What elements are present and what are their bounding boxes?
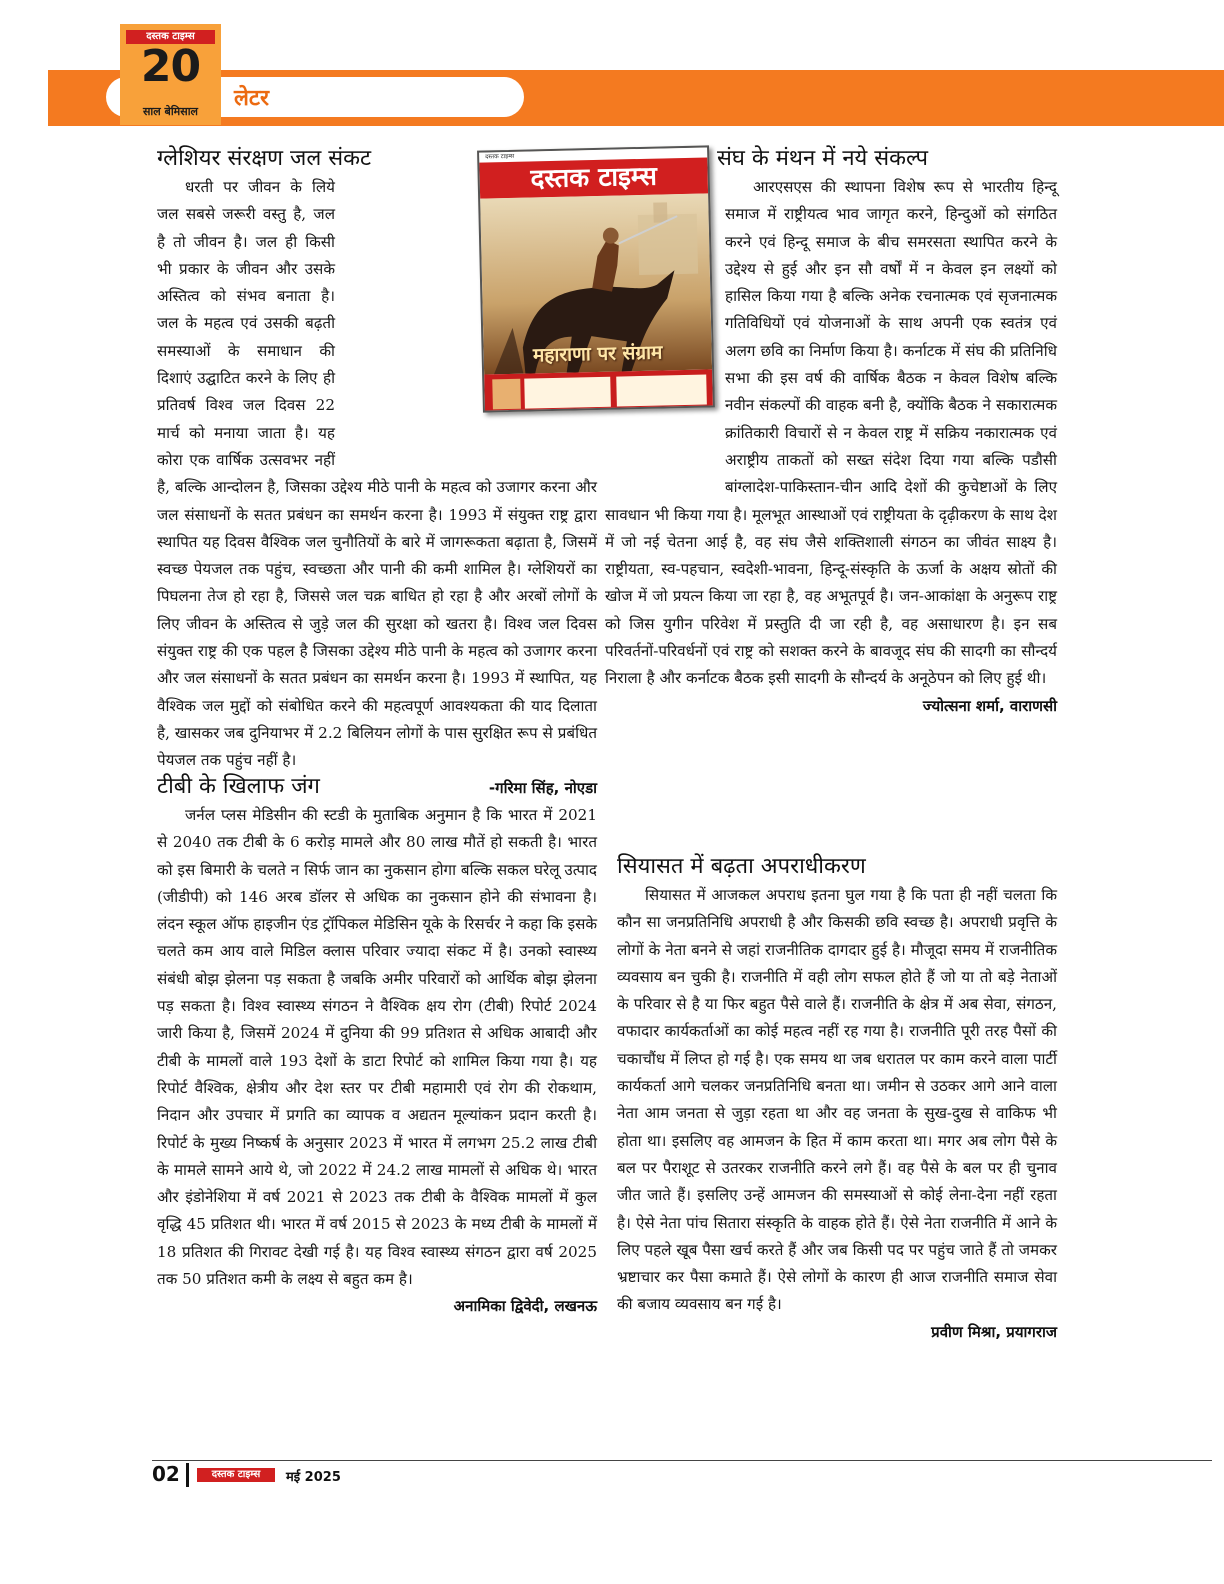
footer-separator xyxy=(186,1463,189,1487)
badge-brand-logo: दस्तक टाइम्स xyxy=(126,30,215,44)
article-author: ज्योत्सना शर्मा, वाराणसी xyxy=(922,696,1057,715)
article-author: प्रवीण मिश्रा, प्रयागराज xyxy=(931,1322,1057,1341)
footer-brand-logo: दस्तक टाइम्स xyxy=(197,1468,275,1482)
cover-spacer xyxy=(347,174,597,466)
footer-divider xyxy=(152,1460,1212,1461)
cover-headline: महाराणा पर संग्राम xyxy=(532,341,663,367)
letter-article xyxy=(157,772,597,1319)
cover-top-strip: दस्तक टाइम्स xyxy=(479,147,707,162)
cover-masthead: दस्तक टाइम्स xyxy=(479,157,708,198)
article-headline: टीबी के खिलाफ जंग xyxy=(157,774,320,799)
article-headline: सियासत में बढ़ता अपराधीकरण xyxy=(617,854,866,879)
badge-tagline: साल बेमिसाल xyxy=(142,105,199,118)
letter-article xyxy=(605,144,1057,719)
anniversary-badge xyxy=(120,24,221,125)
section-label: लेटर xyxy=(234,86,270,111)
page-number: 02 xyxy=(152,1462,180,1486)
article-headline: संघ के मंथन में नये संकल्प xyxy=(717,146,928,171)
article-body: आरएसएस की स्थापना विशेष रूप से भारतीय हिन्दू समाज में राष्ट्रीयत्व भाव जागृत करने, हिन्दुओं को संगठित करने एवं हिन्दू समाज के बीच समरसता स्थापित करने के उद्देश्य से हुई और इन सौ वर्षों में न केवल इन लक्ष्यों को हासिल किया गया है बल्कि अनेक रचनात्मक एवं सृजनात्मक गतिविधियों एवं योजनाओं के साथ अपनी एक स्वतंत्र एवं अलग छवि का निर्माण किया है। कर्नाटक में संघ की प्रतिनिधि सभा की इस वर्ष की वार्षिक बैठक न केवल विशेष बल्कि नवीन संकल्पों की वाहक बनी है, क्योंकि बैठक ने सकारात्मक क्रांतिकारी विचारों से न केवल राष्ट्र में सक्रिय नकारात्मक एवं अराष्ट्रीय ताकतों को सख्त संदेश दिया गया बल्कि पडौसी बांग्लादेश-पाकिस्तान-चीन आदि देशों की कुचेष्टाओं के लिए सावधान भी किया गया है। मूलभूत आस्थाओं एवं राष्ट्रीयता के दृढ़ीकरण के साथ देश में जो नई चेतना आई है, वह संघ जैसे शक्तिशाली संगठन का जीवंत साक्ष्य है। राष्ट्रीयता, स्व-पहचान, स्वदेशी-भावना, हिन्दू-संस्कृति के ऊर्जा के अक्षय स्रोतों की खोज में जो प्रयत्न किया जा रहा है, वह अभूतपूर्व है। जन-आकांक्षा के अनुरूप राष्ट्र को जिस युगीन परिवेश में प्रस्तुति दी जा रही है, वह असाधारण है। इन सब परिवर्तनों-परिवर्धनों एवं राष्ट्र को सशक्त करने के बावजूद संघ की सादगी का सौन्दर्य निराला है और कर्नाटक बैठक इसी सादगी के सौन्दर्य के अनूठेपन को लिए हुई थी। xyxy=(605,178,1057,688)
article-author: अनामिका द्विवेदी, लखनऊ xyxy=(453,1297,597,1316)
badge-number: 20 xyxy=(140,41,201,92)
article-body: सियासत में आजकल अपराध इतना घुल गया है कि पता ही नहीं चलता कि कौन सा जनप्रतिनिधि अपराधी है और किसकी छवि स्वच्छ है। अपराधी प्रवृत्ति के लोगों के नेता बनने से जहां राजनीतिक दागदार हुई है। मौजूदा समय में राजनीतिक व्यवसाय बन चुकी है। राजनीति में वही लोग सफल होते हैं जो या तो बड़े नेताओं के परिवार से है या फिर बहुत पैसे वाले हैं। राजनीति के क्षेत्र में अब सेवा, संगठन, वफादार कार्यकर्ताओं का कोई महत्व नहीं रह गया है। राजनीति पूरी तरह पैसों की चकाचौंध में लिप्त हो गई है। एक समय था जब धरातल पर काम करने वाला पार्टी कार्यकर्ता आगे चलकर जनप्रतिनिधि बनता था। जमीन से उठकर आगे आने वाला नेता आम जनता से जुड़ा रहता था और वह जनता के सुख-दुख से वाकिफ भी होता था। इसलिए वह आमजन के हित में काम करता था। मगर अब लोग पैसे के बल पर पैराशूट से उतरकर राजनीति करने लगे हैं। वह पैसे के बल पर ही चुनाव जीत जाते हैं। इसलिए उन्हें आमजन की समस्याओं से कोई लेना-देना नहीं रहता है। ऐसे नेता पांच सितारा संस्कृति के वाहक होते हैं। ऐसे नेता राजनीति में आने के लिए पहले खूब पैसा खर्च करते हैं और जब किसी पद पर पहुंच जाते हैं तो जमकर भ्रष्टाचार कर पैसा कमाते हैं। ऐसे लोगों के कारण ही आज राजनीति समाज सेवा की बजाय व्यवसाय बन गई है। xyxy=(617,886,1057,1314)
article-body: धरती पर जीवन के लिये जल सबसे जरूरी वस्तु है, जल है तो जीवन है। जल ही किसी भी प्रकार के जीवन और उसके अस्तित्व को संभव बनाता है। जल के महत्व एवं उसकी बढ़ती समस्याओं के समाधान की दिशाएं उद्घाटित करने के लिए ही प्रतिवर्ष विश्व जल दिवस 22 मार्च को मनाया जाता है। यह कोरा एक वार्षिक उत्सवभर नहीं है, बल्कि आन्दोलन है, जिसका उद्देश्य मीठे पानी के महत्व को उजागर करना और जल संसाधनों के सतत प्रबंधन का समर्थन करना है। 1993 में संयुक्त राष्ट्र द्वारा स्थापित यह दिवस वैश्विक जल चुनौतियों के बारे में जागरूकता बढ़ाता है, जिसमें स्वच्छ पेयजल तक पहुंच, स्वच्छता और पानी की कमी शामिल है। ग्लेशियरों का पिघलना तेज हो रहा है, जिससे जल चक्र बाधित हो रहा है और अरबों लोगों के लिए जीवन के अस्तित्व से जुड़े जल की सुरक्षा को खतरा है। विश्व जल दिवस संयुक्त राष्ट्र की एक पहल है जिसका उद्देश्य मीठे पानी के महत्व को उजागर करना और जल संसाधनों के सतत प्रबंधन का समर्थन करना है। 1993 में स्थापित, यह वैश्विक जल मुद्दों को संबोधित करने की महत्वपूर्ण आवश्यकता की याद दिलाता है, खासकर जब दुनियाभर में 2.2 बिलियन लोगों के पास सुरक्षित रूप से प्रबंधित पेयजल तक पहुंच नहीं है। xyxy=(157,178,597,770)
article-headline: ग्लेशियर संरक्षण जल संकट xyxy=(157,146,372,171)
article-body: जर्नल प्लस मेडिसीन की स्टडी के मुताबिक अनुमान है कि भारत में 2021 से 2040 तक टीबी के 6 करोड़ मामले और 80 लाख मौतें हो सकती है। भारत को इस बिमारी के चलते न सिर्फ जान का नुकसान होगा बल्कि सकल घरेलू उत्पाद (जीडीपी) को 146 अरब डॉलर से अधिक का नुकसान होने की संभावना है। लंदन स्कूल ऑफ हाइजीन एंड ट्रॉपिकल मेडिसिन यूके के रिसर्चर ने कहा कि इसके चलते कम आय वाले मिडिल क्लास परिवार ज्यादा संकट में है। उनको स्वास्थ्य संबंधी बोझ झेलना पड़ सकता है जबकि अमीर परिवारों को आर्थिक बोझ झेलना पड़ सकता है। विश्व स्वास्थ्य संगठन ने वैश्विक क्षय रोग (टीबी) रिपोर्ट 2024 जारी किया है, जिसमें 2024 में दुनिया की 99 प्रतिशत से अधिक आबादी और टीबी के मामलों वाले 193 देशों के डाटा रिपोर्ट को शामिल किया गया है। यह रिपोर्ट वैश्विक, क्षेत्रीय और देश स्तर पर टीबी महामारी एवं रोग की रोकथाम, निदान और उपचार में प्रगति का व्यापक व अद्यतन मूल्यांकन प्रदान करती है। रिपोर्ट के मुख्य निष्कर्ष के अनुसार 2023 में भारत में लगभग 25.2 लाख टीबी के मामले सामने आये थे, जो 2022 में 24.2 लाख मामलों से अधिक थे। भारत और इंडोनेशिया में वर्ष 2021 से 2023 तक टीबी के वैश्विक मामलों में कुल वृद्धि 45 प्रतिशत थी। भारत में वर्ष 2015 से 2023 के मध्य टीबी के मामलों में 18 प्रतिशत की गिरावट देखी गई है। यह विश्व स्वास्थ्य संगठन द्वारा वर्ष 2025 तक 50 प्रतिशत कमी के लक्ष्य से बहुत कम है। xyxy=(157,806,597,1289)
letter-article xyxy=(157,144,597,801)
letter-article xyxy=(617,852,1057,1345)
article-author: -गरिमा सिंह, नोएडा xyxy=(488,778,597,797)
cover-spacer xyxy=(605,174,717,476)
issue-date: मई 2025 xyxy=(286,1470,341,1485)
